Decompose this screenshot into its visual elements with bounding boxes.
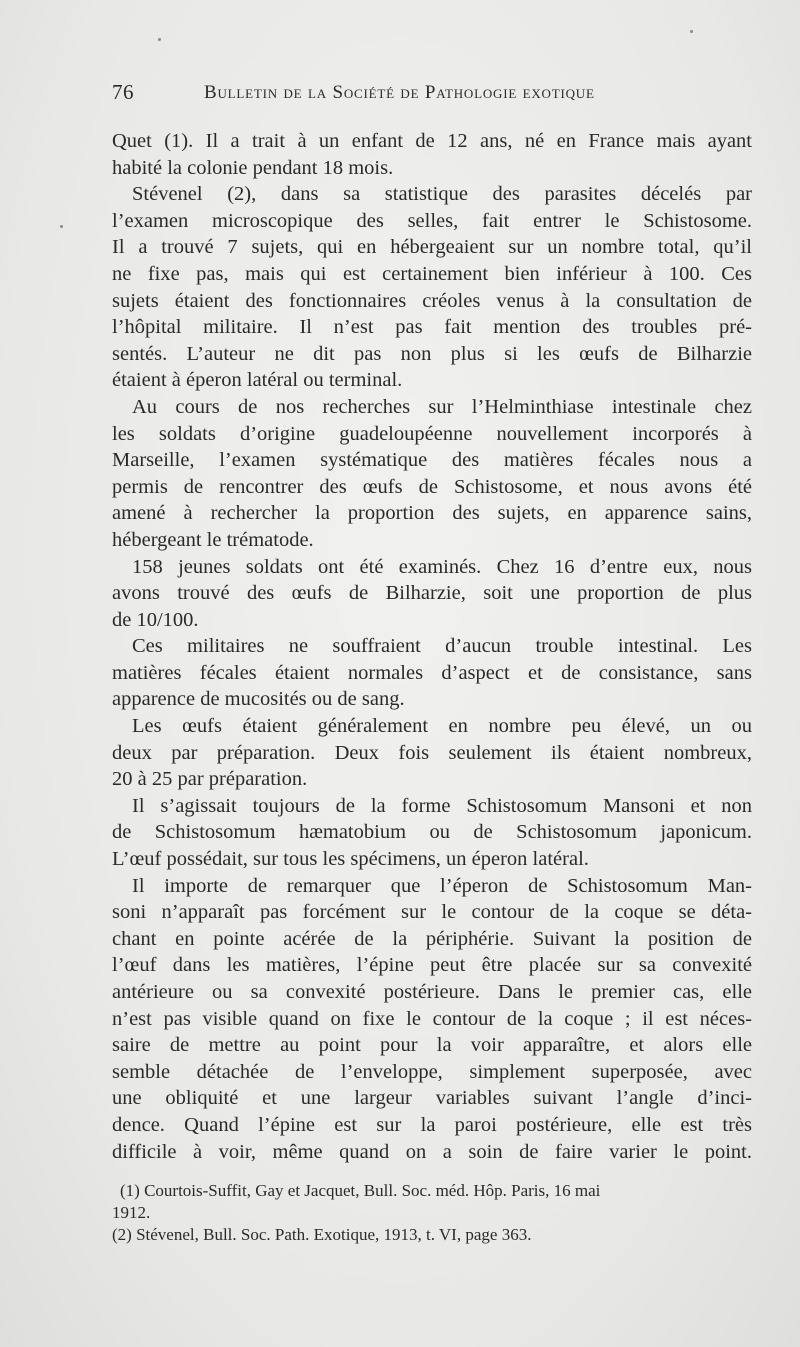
footnote-line: (1) Courtois-Suffit, Gay et Jacquet, Bull. Soc. méd. Hôp. Paris, 16 mai (120, 1181, 601, 1200)
text-line: L’œuf possédait, sur tous les spécimens, un éperon latéral. (112, 848, 589, 871)
footnote (112, 1180, 752, 1224)
text-line: Il a trouvé 7 sujets, qui en hébergeaient sur un nombre total, qu’il (112, 236, 752, 259)
text-line: de 10/100. (112, 608, 199, 631)
text-line: Il importe de remarquer que l’éperon de Schistosomum Man- (132, 874, 752, 897)
text-line: soni n’apparaît pas forcément sur le contour de la coque se déta- (112, 901, 752, 924)
footnote-line: (2) Stévenel, Bull. Soc. Path. Exotique, 1913, t. VI, page 363. (112, 1225, 532, 1244)
running-title: Bulletin de la Société de Pathologie exotique (204, 82, 595, 103)
paragraph (112, 181, 752, 394)
text-line: antérieure ou sa convexité postérieure. Dans le premier cas, elle (112, 981, 752, 1003)
paragraph (112, 873, 752, 1166)
text-line: Ces militaires ne souffraient d’aucun trouble intestinal. Les (132, 635, 752, 658)
paragraph (112, 394, 752, 554)
paper-speck (60, 225, 63, 228)
text-line: les soldats d’origine guadeloupéenne nouvellement incorporés à (112, 422, 752, 445)
paragraph (112, 128, 752, 181)
text-line: 158 jeunes soldats ont été examinés. Chez 16 d’entre eux, nous (132, 555, 752, 578)
text-line: Marseille, l’examen systématique des matières fécales nous a (112, 449, 752, 472)
text-line: Quet (1). Il a trait à un enfant de 12 ans, né en France mais ayant (112, 130, 752, 152)
text-line: de Schistosomum hæmatobium ou de Schistosomum japonicum. (112, 821, 752, 844)
text-line: l’examen microscopique des selles, fait entrer le Schistosome. (112, 209, 752, 232)
text-line: étaient à éperon latéral ou terminal. (112, 369, 403, 392)
paper-speck (690, 30, 693, 33)
text-line: amené à rechercher la proportion des sujets, en apparence sains, (112, 502, 752, 525)
text-line: permis de rencontrer des œufs de Schistosome, et nous avons été (112, 475, 752, 498)
text-line: dence. Quand l’épine est sur la paroi postérieure, elle est très (112, 1113, 752, 1136)
text-line: Au cours de nos recherches sur l’Helminthiase intestinale chez (132, 395, 752, 418)
text-line: difficile à voir, même quand on a soin de faire varier le point. (112, 1140, 752, 1163)
text-line: avons trouvé des œufs de Bilharzie, soit une proportion de plus (112, 582, 752, 605)
text-line: apparence de mucosités ou de sang. (112, 688, 405, 711)
text-line: chant en pointe acérée de la périphérie. Suivant la position de (112, 927, 752, 950)
paragraph (112, 713, 752, 793)
text-line: une obliquité et une largeur variables suivant l’angle d’inci- (112, 1087, 752, 1110)
text-line: semble détachée de l’enveloppe, simplement superposée, avec (112, 1060, 752, 1083)
footnotes (112, 1180, 752, 1246)
text-line: sentés. L’auteur ne dit pas non plus si les œufs de Bilharzie (112, 342, 752, 365)
text-line: Il s’agissait toujours de la forme Schistosomum Mansoni et non (132, 794, 752, 817)
footnote (112, 1224, 752, 1246)
paragraph (112, 793, 752, 873)
footnote-line: 1912. (112, 1203, 151, 1222)
text-line: n’est pas visible quand on fixe le contour de la coque ; il est néces- (112, 1007, 752, 1030)
text-line: hébergeant le trématode. (112, 528, 314, 551)
text-line: 20 à 25 par préparation. (112, 768, 308, 791)
text-line: matières fécales étaient normales d’aspect et de consistance, sans (112, 661, 752, 684)
page-header (112, 80, 672, 110)
text-line: ne fixe pas, mais qui est certainement bien inférieur à 100. Ces (112, 262, 752, 285)
paragraph (112, 554, 752, 634)
paragraph (112, 633, 752, 713)
text-line: l’œuf dans les matières, l’épine peut être placée sur sa convexité (112, 954, 752, 977)
paper-speck (158, 38, 161, 41)
text-line: Les œufs étaient généralement en nombre peu élevé, un ou (132, 715, 752, 738)
text-line: Stévenel (2), dans sa statistique des parasites décelés par (132, 183, 752, 206)
text-line: l’hôpital militaire. Il n’est pas fait mention des troubles pré- (112, 316, 752, 339)
body-text (112, 128, 752, 1165)
text-line: habité la colonie pendant 18 mois. (112, 156, 394, 179)
text-line: sujets étaient des fonctionnaires créoles venus à la consultation de (112, 289, 752, 312)
text-line: saire de mettre au point pour la voir apparaître, et alors elle (112, 1034, 752, 1057)
text-line: deux par préparation. Deux fois seulement ils étaient nombreux, (112, 741, 752, 764)
page-number: 76 (112, 80, 134, 104)
